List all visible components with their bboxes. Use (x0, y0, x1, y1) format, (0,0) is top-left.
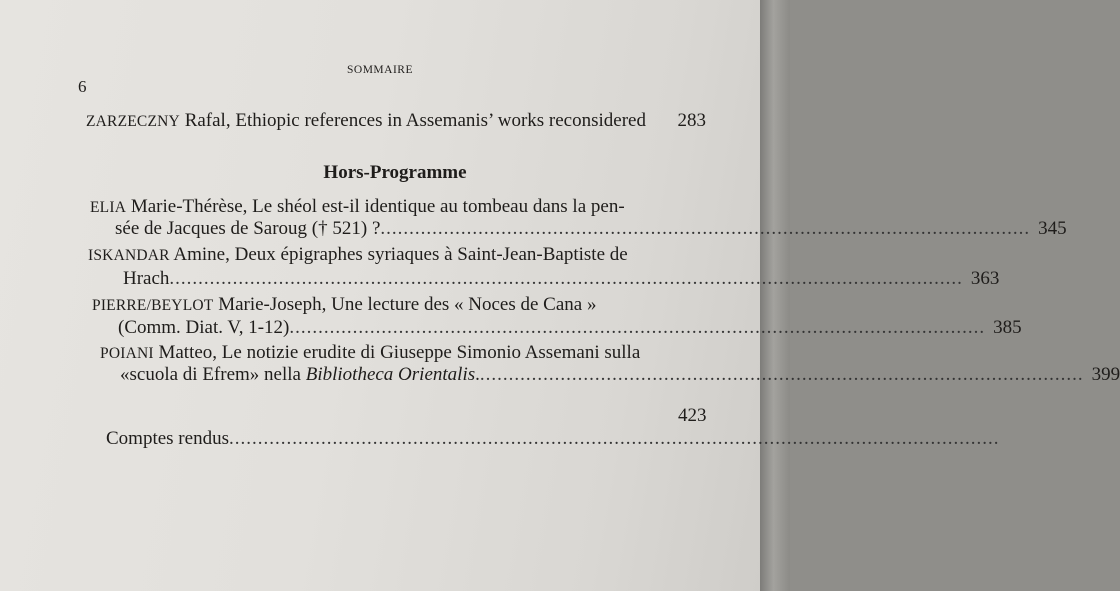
entry-page: 399 (1091, 364, 1120, 385)
toc-entry-elia-line2: sée de Jacques de Saroug († 521) ? ................................................................................................................. 345 (115, 218, 1067, 239)
entry-title-line2: sée de Jacques de Saroug († 521) ? (115, 218, 381, 239)
page-number: 6 (78, 77, 87, 96)
entry-title-line2: Hrach (123, 268, 170, 289)
toc-entry-pierre-beylot-line2: (Comm. Diat. V, 1-12) ......................................................................................................................... 385 (118, 317, 1022, 338)
toc-entry-elia (90, 196, 625, 219)
toc-entry-poiani-line2: «scuola di Efrem» nella Bibliotheca Orientalis. ......................................................................................................... 399 (120, 364, 1120, 385)
entry-title-line1: Matteo, Le notizie erudite di Giuseppe Simonio Assemani sulla (158, 342, 641, 363)
toc-entry-zarzeczny (86, 110, 706, 133)
entry-title-line1: Amine, Deux épigraphes syriaques à Saint-Jean-Baptiste de (173, 244, 628, 265)
running-header: SOMMAIRE (347, 64, 413, 76)
entry-page: 283 (677, 110, 706, 131)
journal-title: Bibliotheca Orientalis (305, 364, 476, 385)
author-name: PIERRE/BEYLOT (92, 297, 214, 314)
entry-title-line1: Marie-Thérèse, Le shéol est-il identique au tombeau dans la pen- (130, 196, 625, 217)
entry-page: 345 (1038, 218, 1067, 239)
author-name: ELIA (90, 199, 127, 216)
author-name: ZARZECZNY (86, 113, 180, 130)
section-title: Hors-Programme (323, 162, 467, 183)
entry-title-line2: «scuola di Efrem» nella (120, 364, 306, 385)
entry-title-line2: (Comm. Diat. V, 1-12) (118, 317, 290, 338)
entry-title-punct: . (475, 364, 480, 385)
toc-entry-pierre-beylot (92, 294, 596, 317)
entry-page: 385 (993, 317, 1022, 338)
page-edge (760, 0, 790, 591)
comptes-page: 423 (678, 405, 707, 426)
toc-entry-poiani (100, 342, 640, 365)
toc-entry-comptes: Comptes rendus ...................................................................................................................................... (106, 428, 1000, 449)
author-name: POIANI (100, 345, 154, 362)
toc-entry-iskandar (88, 244, 628, 267)
author-name: ISKANDAR (88, 247, 170, 264)
toc-entry-iskandar-line2: Hrach .......................................................................................................................................... 363 (123, 268, 1000, 289)
entry-title-line1: Marie-Joseph, Une lecture des « Noces de Cana » (218, 294, 597, 315)
entry-page: 363 (970, 268, 1000, 289)
entry-title: Rafal, Ethiopic references in Assemanis’ works reconsidered (184, 110, 646, 131)
comptes-label: Comptes rendus (106, 428, 229, 449)
